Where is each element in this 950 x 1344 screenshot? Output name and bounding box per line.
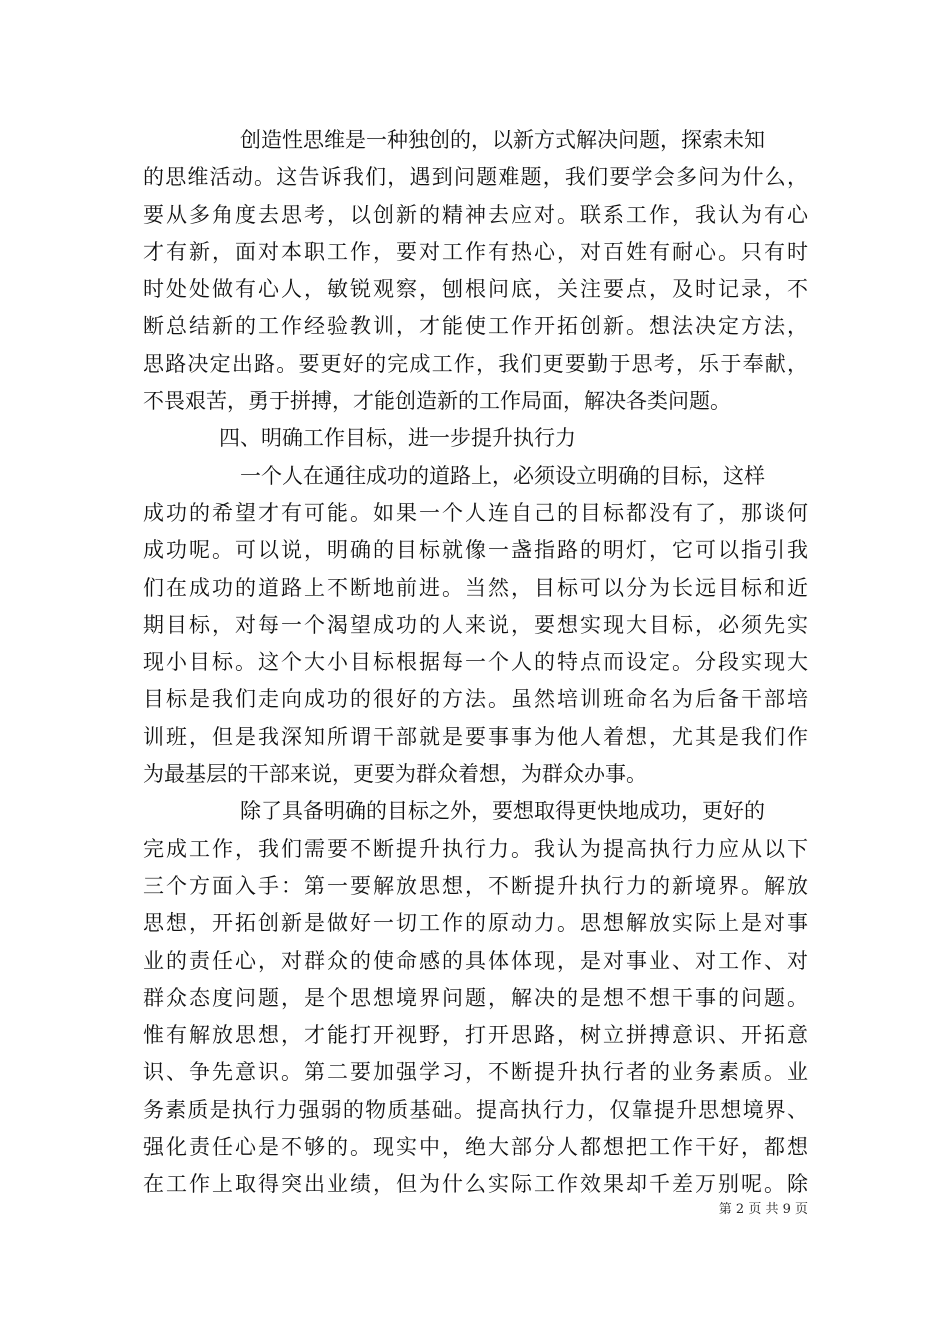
text-line: 目标是我们走向成功的很好的方法。虽然培训班命名为后备干部培 — [143, 687, 808, 712]
text-line: 识、争先意识。第二要加强学习，不断提升执行者的业务素质。业 — [143, 1060, 808, 1085]
text-line: 创造性思维是一种独创的，以新方式解决问题，探索未知 — [240, 128, 765, 152]
text-line: 成功的希望才有可能。如果一个人连自己的目标都没有了，那谈何 — [143, 500, 808, 525]
text-line: 训班，但是我深知所谓干部就是要事事为他人着想，尤其是我们作 — [143, 724, 808, 749]
text-line: 现小目标。这个大小目标根据每一个人的特点而设定。分段实现大 — [143, 650, 808, 675]
text-line: 时处处做有心人，敏锐观察，刨根问底，关注要点，及时记录，不 — [143, 277, 808, 302]
text-line: 除了具备明确的目标之外，要想取得更快地成功，更好的 — [240, 799, 765, 824]
text-line: 才有新，面对本职工作，要对工作有热心，对百姓有耐心。只有时 — [143, 239, 808, 264]
text-line: 要从多角度去思考，以创新的精神去应对。联系工作，我认为有心 — [143, 202, 808, 227]
text-line: 思想，开拓创新是做好一切工作的原动力。思想解放实际上是对事 — [143, 911, 808, 936]
text-line: 不畏艰苦，勇于拼搏，才能创造新的工作局面，解决各类问题。 — [143, 389, 731, 414]
text-line: 断总结新的工作经验教训，才能使工作开拓创新。想法决定方法， — [143, 314, 808, 339]
section-heading: 四、明确工作目标，进一步提升执行力 — [219, 426, 576, 451]
text-line: 三个方面入手：第一要解放思想，不断提升执行力的新境界。解放 — [143, 873, 808, 898]
text-line: 在工作上取得突出业绩，但为什么实际工作效果却千差万别呢。除 — [143, 1172, 808, 1197]
text-line: 一个人在通往成功的道路上，必须设立明确的目标，这样 — [240, 463, 765, 488]
text-line: 的思维活动。这告诉我们，遇到问题难题，我们要学会多问为什么， — [143, 165, 808, 190]
text-line: 完成工作，我们需要不断提升执行力。我认为提高执行力应从以下 — [143, 836, 808, 861]
text-line: 惟有解放思想，才能打开视野，打开思路，树立拼搏意识、开拓意 — [143, 1023, 808, 1048]
body-text — [143, 122, 808, 1204]
page-number-footer: 第 2 页 共 9 页 — [718, 1202, 808, 1217]
text-line: 群众态度问题，是个思想境界问题，解决的是想不想干事的问题。 — [143, 985, 808, 1010]
text-line: 务素质是执行力强弱的物质基础。提高执行力，仅靠提升思想境界、 — [143, 1097, 808, 1122]
text-line: 业的责任心，对群众的使命感的具体体现，是对事业、对工作、对 — [143, 948, 808, 973]
text-line: 思路决定出路。要更好的完成工作，我们更要勤于思考，乐于奉献， — [143, 351, 808, 376]
text-line: 成功呢。可以说，明确的目标就像一盏指路的明灯，它可以指引我 — [143, 538, 808, 563]
text-line: 们在成功的道路上不断地前进。当然，目标可以分为长远目标和近 — [143, 575, 808, 600]
text-line: 强化责任心是不够的。现实中，绝大部分人都想把工作干好，都想 — [143, 1135, 808, 1160]
text-line: 期目标，对每一个渴望成功的人来说，要想实现大目标，必须先实 — [143, 612, 808, 637]
text-line: 为最基层的干部来说，更要为群众着想，为群众办事。 — [143, 762, 647, 787]
